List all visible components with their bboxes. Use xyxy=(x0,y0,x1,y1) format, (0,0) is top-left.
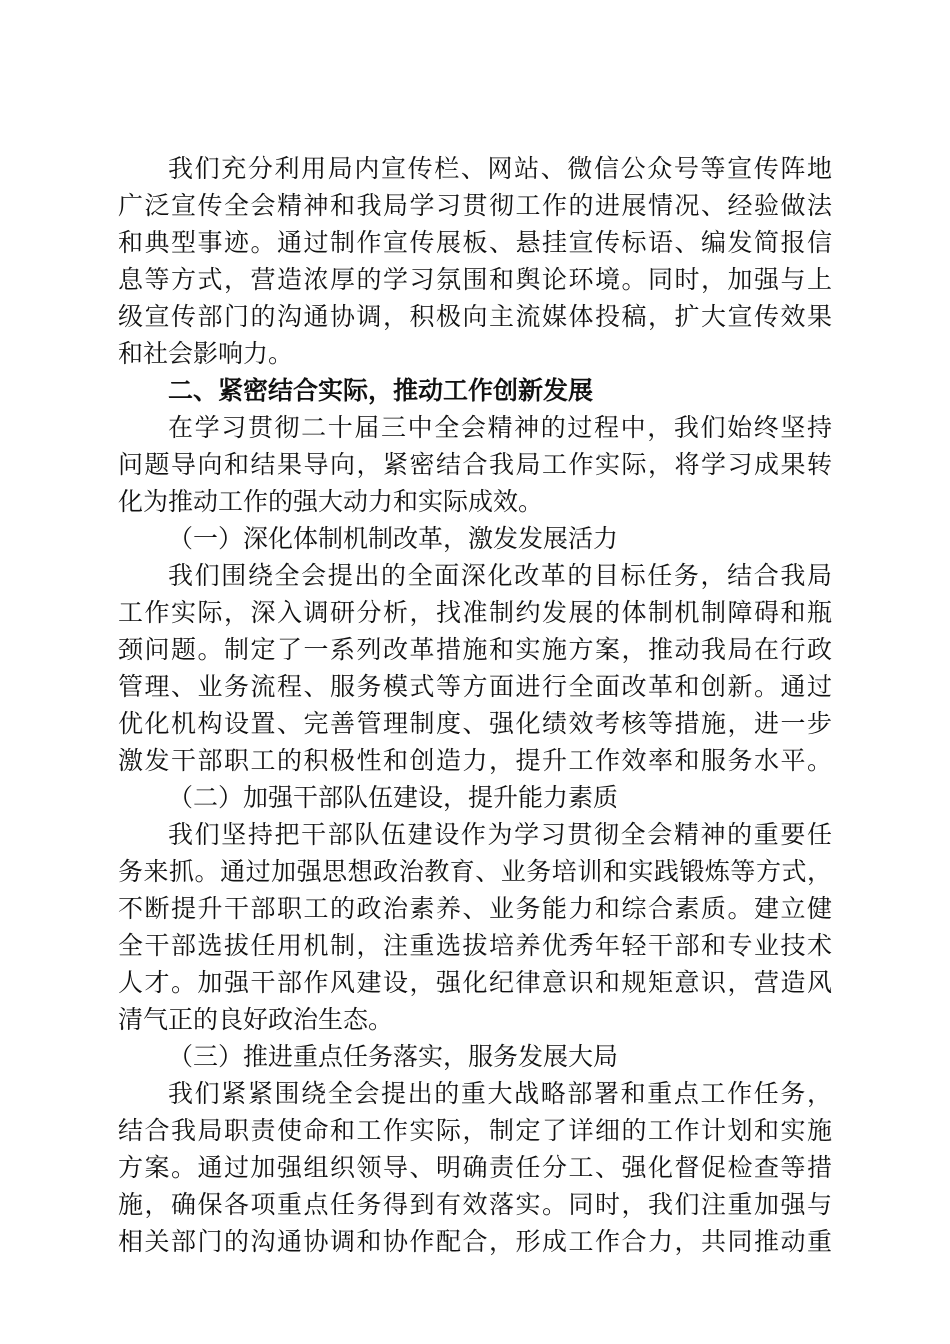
subsection-heading-tasks: （三）推进重点任务落实，服务发展大局 xyxy=(168,1042,619,1071)
text-line: 优化机构设置、完善管理制度、强化绩效考核等措施，进一步 xyxy=(118,709,832,738)
paragraph-tasks xyxy=(118,1075,832,1260)
text-line: 和社会影响力。 xyxy=(118,339,294,368)
text-line: 方案。通过加强组织领导、明确责任分工、强化督促检查等措 xyxy=(118,1153,832,1182)
text-line: 和典型事迹。通过制作宣传展板、悬挂宣传标语、编发简报信 xyxy=(118,228,832,257)
subsection-heading-reform: （一）深化体制机制改革，激发发展活力 xyxy=(168,524,619,553)
text-line: 问题导向和结果导向，紧密结合我局工作实际，将学习成果转 xyxy=(118,450,832,479)
text-line: 激发干部职工的积极性和创造力，提升工作效率和服务水平。 xyxy=(118,746,832,775)
text-line: 我们围绕全会提出的全面深化改革的目标任务，结合我局 xyxy=(168,561,832,590)
text-line: 结合我局职责使命和工作实际，制定了详细的工作计划和实施 xyxy=(118,1116,832,1145)
section-heading: 二、紧密结合实际，推动工作创新发展 xyxy=(168,376,594,405)
text-line: 相关部门的沟通协调和协作配合，形成工作合力，共同推动重 xyxy=(118,1227,832,1256)
text-line: 我们坚持把干部队伍建设作为学习贯彻全会精神的重要任 xyxy=(168,820,832,849)
text-line: 务来抓。通过加强思想政治教育、业务培训和实践锻炼等方式， xyxy=(118,857,832,886)
paragraph-cadre xyxy=(118,816,832,1038)
document-page xyxy=(118,150,832,1260)
text-line: 不断提升干部职工的政治素养、业务能力和综合素质。建立健 xyxy=(118,894,832,923)
text-line: 级宣传部门的沟通协调，积极向主流媒体投稿，扩大宣传效果 xyxy=(118,302,832,331)
paragraph-intro xyxy=(118,409,832,520)
text-line: 广泛宣传全会精神和我局学习贯彻工作的进展情况、经验做法 xyxy=(118,191,832,220)
paragraph-publicity xyxy=(118,150,832,372)
paragraph-reform xyxy=(118,557,832,779)
text-line: 管理、业务流程、服务模式等方面进行全面改革和创新。通过 xyxy=(118,672,832,701)
text-line: 化为推动工作的强大动力和实际成效。 xyxy=(118,487,544,516)
text-line: 施，确保各项重点任务得到有效落实。同时，我们注重加强与 xyxy=(118,1190,832,1219)
text-line: 颈问题。制定了一系列改革措施和实施方案，推动我局在行政 xyxy=(118,635,832,664)
text-line: 在学习贯彻二十届三中全会精神的过程中，我们始终坚持 xyxy=(168,413,832,442)
subsection-heading-cadre: （二）加强干部队伍建设，提升能力素质 xyxy=(168,783,619,812)
text-line: 我们紧紧围绕全会提出的重大战略部署和重点工作任务， xyxy=(168,1079,832,1108)
text-line: 人才。加强干部作风建设，强化纪律意识和规矩意识，营造风 xyxy=(118,968,832,997)
text-line: 工作实际，深入调研分析，找准制约发展的体制机制障碍和瓶 xyxy=(118,598,832,627)
text-line: 全干部选拔任用机制，注重选拔培养优秀年轻干部和专业技术 xyxy=(118,931,832,960)
text-line: 清气正的良好政治生态。 xyxy=(118,1005,394,1034)
text-line: 我们充分利用局内宣传栏、网站、微信公众号等宣传阵地 xyxy=(168,154,832,183)
text-line: 息等方式，营造浓厚的学习氛围和舆论环境。同时，加强与上 xyxy=(118,265,832,294)
